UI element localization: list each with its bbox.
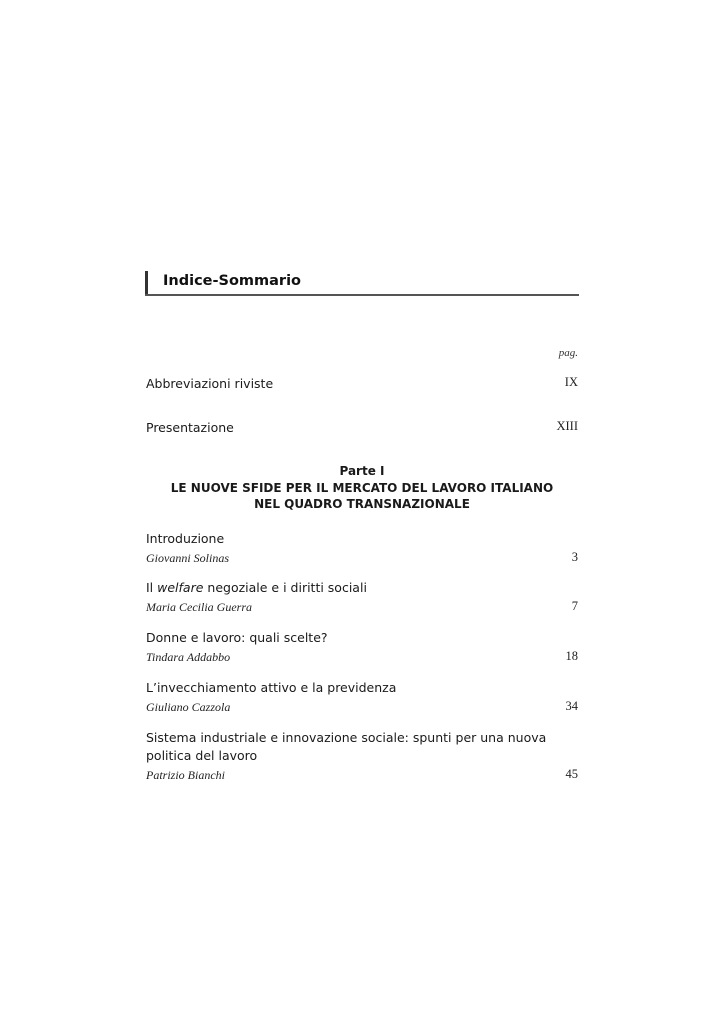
toc-entry-donne-lavoro[interactable] [146,629,578,665]
title-prefix: Il [146,580,158,595]
part-heading [146,463,578,512]
toc-entry-author: Tindara Addabbo [146,650,231,664]
toc-entry-page: IX [564,375,578,389]
part-title-line2: NEL QUADRO TRANSNAZIONALE [254,497,470,511]
heading-accent-bar [145,271,148,296]
toc-entry-title [146,579,578,597]
page-title: Indice-Sommario [163,273,302,289]
toc-entry-introduzione[interactable] [146,530,578,566]
toc-entry-page: 34 [565,699,578,713]
toc-entry-title: Introduzione [146,531,225,546]
toc-entry-title: Presentazione [146,420,234,435]
toc-entry-abbreviazioni[interactable] [146,375,578,393]
toc-entry-page: 45 [565,767,578,781]
toc-entry-page: 18 [565,649,578,663]
toc-entry-author: Patrizio Bianchi [146,768,225,782]
toc-entry-author: Maria Cecilia Guerra [146,600,252,614]
toc-entry-page: 7 [571,599,578,613]
toc-entry-invecchiamento[interactable] [146,679,578,715]
part-title-line1: LE NUOVE SFIDE PER IL MERCATO DEL LAVORO ITALIANO [170,481,554,495]
heading-underline [145,294,579,296]
toc-entry-author: Giovanni Solinas [146,551,229,565]
toc-entry-presentazione[interactable] [146,419,578,437]
toc-entry-sistema-industriale[interactable] [146,729,578,783]
toc-entry-welfare[interactable] [146,579,578,615]
toc-entry-title: Donne e lavoro: quali scelte? [146,630,328,645]
toc-entry-title-line2: politica del lavoro [146,748,258,763]
page-column-label: pag. [558,347,578,359]
toc-entry-page: 3 [571,550,578,564]
toc-entry-title: L’invecchiamento attivo e la previdenza [146,680,397,695]
part-label: Parte I [339,464,385,478]
title-italic: welfare [157,580,204,595]
title-suffix: negoziale e i diritti sociali [203,580,367,595]
toc-entry-title: Abbreviazioni riviste [146,376,274,391]
toc-entry-author: Giuliano Cazzola [146,700,231,714]
toc-entry-page: XIII [556,419,578,433]
toc-entry-title-line1: Sistema industriale e innovazione sociale: spunti per una nuova [146,730,547,745]
